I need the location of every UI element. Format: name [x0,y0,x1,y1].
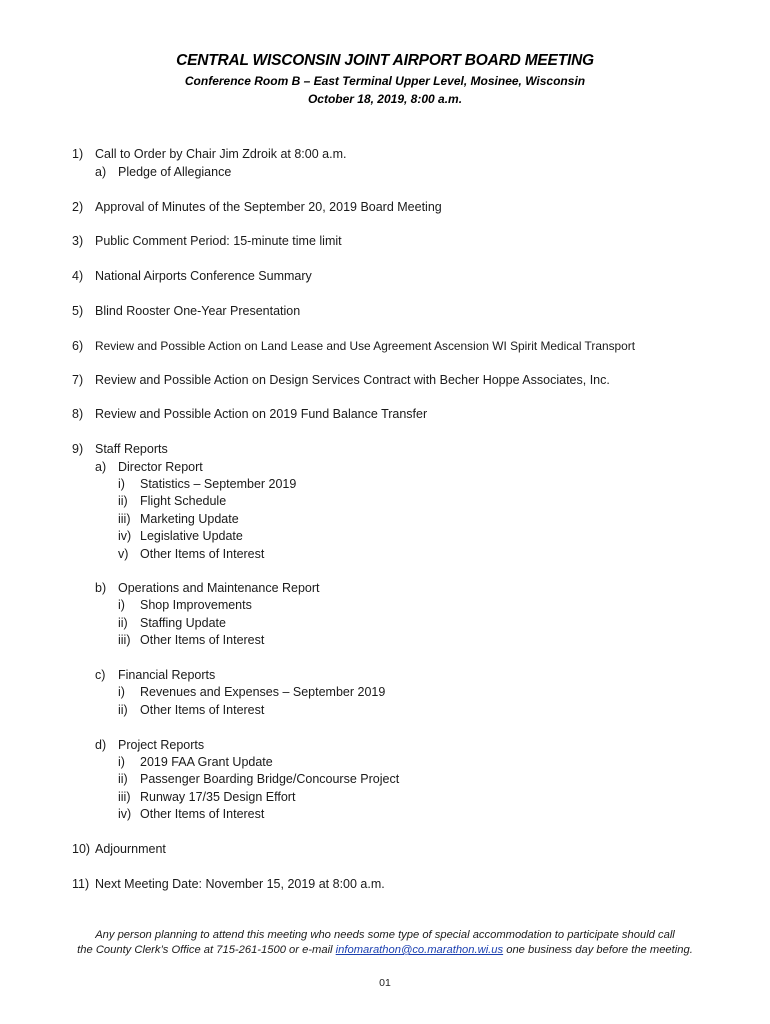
meeting-location: Conference Room B – East Terminal Upper Level, Mosinee, Wisconsin [184,74,586,88]
agenda-item-text: Director Report [118,460,203,474]
agenda-item-number: iv) [118,807,132,821]
agenda-item-number: 1) [72,147,84,161]
agenda-item-text: Staffing Update [140,616,226,630]
agenda-item-text: Passenger Boarding Bridge/Concourse Project [140,772,400,786]
agenda-item-text: Runway 17/35 Design Effort [140,790,296,804]
agenda-item-text: Other Items of Interest [140,807,265,821]
agenda-item-number: 11) [72,877,90,891]
agenda-item-text: Project Reports [118,738,205,752]
agenda-item-text: Blind Rooster One-Year Presentation [95,304,301,318]
notice-text: one business day before the meeting. [503,944,693,956]
agenda-item-text: 2019 FAA Grant Update [140,755,273,769]
agenda-item-number: i) [118,685,125,699]
agenda-item-text: Operations and Maintenance Report [118,581,320,595]
agenda-item-number: 2) [72,200,84,214]
agenda-item-number: i) [118,477,125,491]
page-number: 01 [379,977,391,989]
agenda-item-text: Flight Schedule [140,494,227,508]
agenda-item-number: i) [118,598,125,612]
agenda-item-number: d) [95,738,107,752]
agenda-item-text: Review and Possible Action on Design Services Contract with Becher Hoppe Associates, Inc. [95,373,610,387]
agenda-item-number: ii) [118,703,128,717]
agenda-item-number: a) [95,460,107,474]
agenda-item-text: Review and Possible Action on Land Lease and Use Agreement Ascension WI Spirit Medical Transport [95,339,636,353]
agenda-item-text: Approval of Minutes of the September 20, 2019 Board Meeting [95,200,442,214]
agenda-item-text: Financial Reports [118,668,216,682]
agenda-item-text: Shop Improvements [140,598,252,612]
agenda-item-number: iii) [118,633,131,647]
agenda-item-text: Revenues and Expenses – September 2019 [140,685,386,699]
agenda-item-text: Other Items of Interest [140,633,265,647]
notice-text: the County Clerk’s Office at 715-261-1500 or e-mail [77,944,336,956]
agenda-item-text: Call to Order by Chair Jim Zdroik at 8:00 a.m. [95,147,347,161]
agenda-item-text: Next Meeting Date: November 15, 2019 at 8:00 a.m. [95,877,385,891]
agenda-item-number: c) [95,668,106,682]
agenda-item-text: Other Items of Interest [140,547,265,561]
meeting-title: CENTRAL WISCONSIN JOINT AIRPORT BOARD MEETING [176,52,594,69]
accommodation-notice-line-1: Any person planning to attend this meeting who needs some type of special accommodation to participate should call [95,929,675,941]
agenda-item-number: iii) [118,790,131,804]
agenda-item-text: Review and Possible Action on 2019 Fund Balance Transfer [95,407,428,421]
agenda-item-number: 7) [72,373,84,387]
agenda-item-number: iv) [118,529,132,543]
agenda-item-text: Other Items of Interest [140,703,265,717]
agenda-item-text: Statistics – September 2019 [140,477,297,491]
email-link[interactable]: infomarathon@co.marathon.wi.us [335,944,504,956]
agenda-item-number: iii) [118,512,131,526]
agenda-item-number: 4) [72,269,84,283]
agenda-item-number: 3) [72,234,84,248]
agenda-item-text: Staff Reports [95,442,168,456]
agenda-item-text: Public Comment Period: 15-minute time limit [95,234,342,248]
agenda-item-text: Adjournment [95,842,166,856]
agenda-item-number: ii) [118,616,128,630]
agenda-item-number: 8) [72,407,84,421]
agenda-item-number: ii) [118,772,128,786]
agenda-item-number: b) [95,581,107,595]
agenda-item-text: National Airports Conference Summary [95,269,312,283]
meeting-datetime: October 18, 2019, 8:00 a.m. [307,92,463,106]
agenda-item-number: 10) [72,842,91,856]
agenda-item-number: v) [118,547,129,561]
agenda-item-text: Marketing Update [140,512,239,526]
agenda-item-text: Pledge of Allegiance [118,165,232,179]
agenda-item-number: i) [118,755,125,769]
agenda-item-number: 6) [72,339,84,353]
accommodation-notice-line-2 [0,944,770,956]
agenda-item-number: ii) [118,494,128,508]
agenda-item-number: a) [95,165,107,179]
agenda-item-number: 9) [72,442,84,456]
agenda-item-number: 5) [72,304,84,318]
agenda-item-text: Legislative Update [140,529,243,543]
